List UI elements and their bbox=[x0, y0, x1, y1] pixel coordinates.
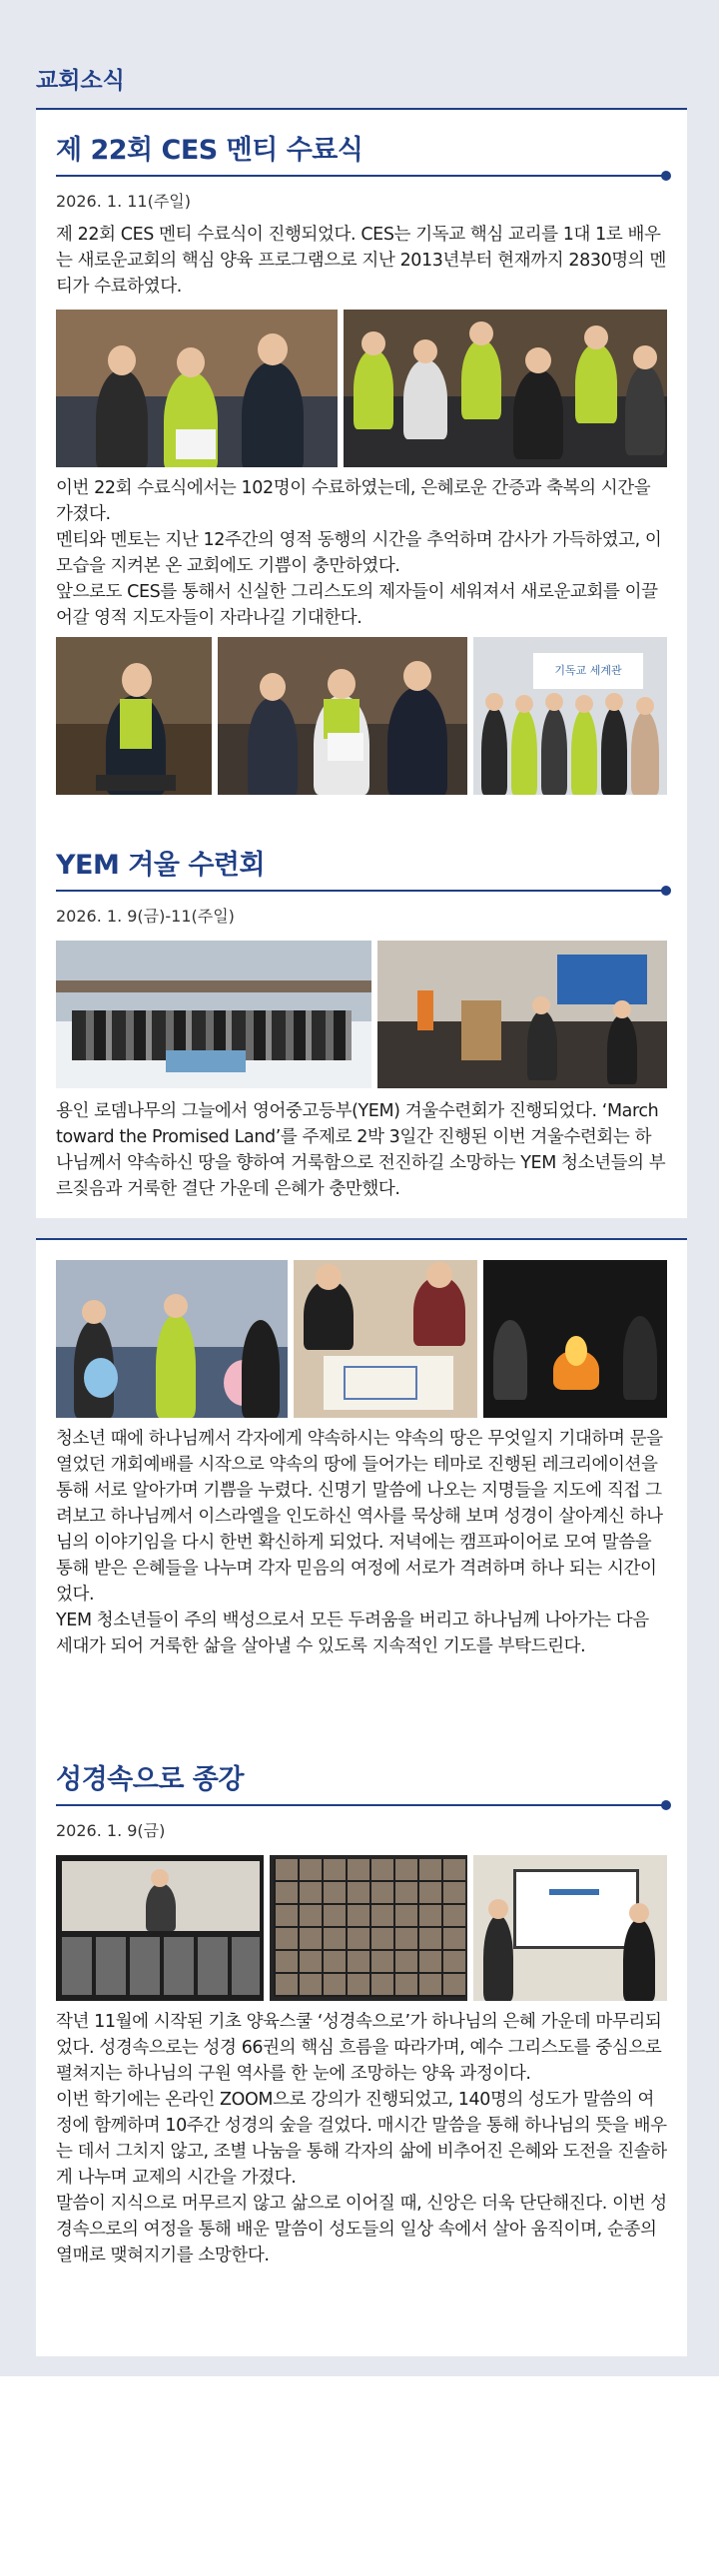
ceremony-photo bbox=[56, 310, 338, 467]
article-bible-course bbox=[56, 1757, 667, 2268]
paragraph: 멘티와 멘토는 지난 12주간의 영적 동행의 시간을 추억하며 감사가 가득하였고, 이 모습을 지켜본 온 교회에도 기쁨이 충만하였다. bbox=[56, 530, 662, 576]
photo-row bbox=[56, 941, 667, 1088]
paragraph: 앞으로도 CES를 통해서 신실한 그리스도의 제자들이 세워져서 새로운교회를 이끌어갈 영적 지도자들이 자라나길 기대한다. bbox=[56, 582, 658, 628]
paragraph: YEM 청소년들이 주의 백성으로서 모든 두려움을 버리고 하나님께 나아가는 다음 세대가 되어 거룩한 삶을 살아낼 수 있도록 지속적인 기도를 부탁드린다. bbox=[56, 1610, 649, 1656]
speaker-photo bbox=[56, 637, 212, 795]
news-panel-1 bbox=[36, 108, 687, 1218]
campfire-photo bbox=[483, 1260, 667, 1418]
photo-row bbox=[56, 1855, 667, 2001]
article-title: 제 22회 CES 멘티 수료식 bbox=[56, 135, 363, 166]
article-body bbox=[56, 1426, 667, 1659]
news-panel-2 bbox=[36, 1238, 687, 2356]
group-photo bbox=[473, 637, 667, 795]
balloon-photo bbox=[56, 1260, 288, 1418]
article-title: 성경속으로 종강 bbox=[56, 1764, 244, 1795]
article-yem-continued bbox=[56, 1260, 667, 1659]
photo-row bbox=[56, 1260, 667, 1418]
paragraph: 작년 11월에 시작된 기초 양육스쿨 ‘성경속으로’가 하나님의 은혜 가운데 마무리되었다. 성경속으로는 성경 66권의 핵심 흐름을 따라가며, 예수 그리스도를 중심으로 펼쳐지는 하나님의 구원 역사를 한 눈에 조망하는 양육 과정이다. bbox=[56, 2012, 662, 2084]
article-yem bbox=[56, 843, 667, 1202]
title-rule bbox=[56, 175, 667, 177]
page-bottom bbox=[0, 2376, 719, 2576]
certificate-photo bbox=[218, 637, 467, 795]
article-body bbox=[56, 2009, 667, 2268]
rule-dot bbox=[661, 886, 671, 896]
paragraph: 제 22회 CES 멘티 수료식이 진행되었다. CES는 기독교 핵심 교리를 1대 1로 배우는 새로운교회의 핵심 양육 프로그램으로 지난 2013년부터 현재까지 2830명의 멘티가 수료하였다. bbox=[56, 225, 666, 297]
worship-photo bbox=[377, 941, 667, 1088]
snow-group-photo bbox=[56, 941, 371, 1088]
paragraph: 용인 로뎀나무의 그늘에서 영어중고등부(YEM) 겨울수련회가 진행되었다. ‘March toward the Promised Land’를 주제로 2박 3일간 진행된 이번 겨울수련회는 하나님께서 약속하신 땅을 향하여 거룩함으로 전진하길 소망하는 YEM 청소년들의 부르짖음과 거룩한 결단 가운데 은혜가 충만했다. bbox=[56, 1101, 666, 1199]
paragraph: 이번 22회 수료식에서는 102명이 수료하였는데, 은혜로운 간증과 축복의 시간을 가졌다. bbox=[56, 478, 651, 524]
zoom-grid-photo bbox=[270, 1855, 467, 2001]
banner-text: 기독교 세계관 bbox=[533, 653, 643, 689]
paragraph: 말씀이 지식으로 머무르지 않고 삶으로 이어질 때, 신앙은 더욱 단단해진다. 이번 성경속으로의 여정을 통해 배운 말씀이 성도들의 일상 속에서 살아 움직이며, 순종의 열매로 맺혀지기를 소망한다. bbox=[56, 2194, 667, 2265]
paragraph: 청소년 때에 하나님께서 각자에게 약속하시는 약속의 땅은 무엇일지 기대하며 문을 열었던 개회예배를 시작으로 약속의 땅에 들어가는 테마로 진행된 레크리에이션을 통해 서로 알아가며 기쁨을 누렸다. 신명기 말씀에 나오는 지명들을 지도에 직접 그려보고 하나님께서 이스라엘을 인도하신 역사를 묵상해 보며 성경이 살아계신 하나님의 이야기임을 다시 한번 확신하게 되었다. 저녁에는 캠프파이어로 모여 말씀을 통해 받은 은혜들을 나누며 각자 믿음의 여정에 서로가 격려하며 하나 되는 시간이었다. bbox=[56, 1429, 663, 1605]
article-ces bbox=[56, 128, 667, 795]
article-date: 2026. 1. 11(주일) bbox=[56, 192, 191, 211]
rule-dot bbox=[661, 1800, 671, 1810]
audience-photo bbox=[344, 310, 667, 467]
paragraph: 이번 학기에는 온라인 ZOOM으로 강의가 진행되었고, 140명의 성도가 말씀의 여정에 함께하며 10주간 성경의 숲을 걸었다. 매시간 말씀을 통해 하나님의 뜻을 배우는 데서 그치지 않고, 조별 나눔을 통해 각자의 삶에 비추어진 은혜와 도전을 진솔하게 나누며 교제의 시간을 가졌다. bbox=[56, 2090, 667, 2188]
article-title: YEM 겨울 수련회 bbox=[56, 850, 266, 881]
photo-row bbox=[56, 310, 667, 467]
map-drawing-photo bbox=[294, 1260, 477, 1418]
presentation-photo bbox=[473, 1855, 667, 2001]
photo-row bbox=[56, 637, 667, 795]
title-rule bbox=[56, 1804, 667, 1806]
section-label: 교회소식 bbox=[36, 68, 125, 94]
article-date: 2026. 1. 9(금)-11(주일) bbox=[56, 907, 235, 926]
rule-dot bbox=[661, 171, 671, 181]
article-body bbox=[56, 1098, 667, 1202]
article-date: 2026. 1. 9(금) bbox=[56, 1821, 166, 1840]
article-body bbox=[56, 475, 667, 631]
title-rule bbox=[56, 890, 667, 892]
zoom-lecture-photo bbox=[56, 1855, 264, 2001]
article-body bbox=[56, 222, 667, 300]
